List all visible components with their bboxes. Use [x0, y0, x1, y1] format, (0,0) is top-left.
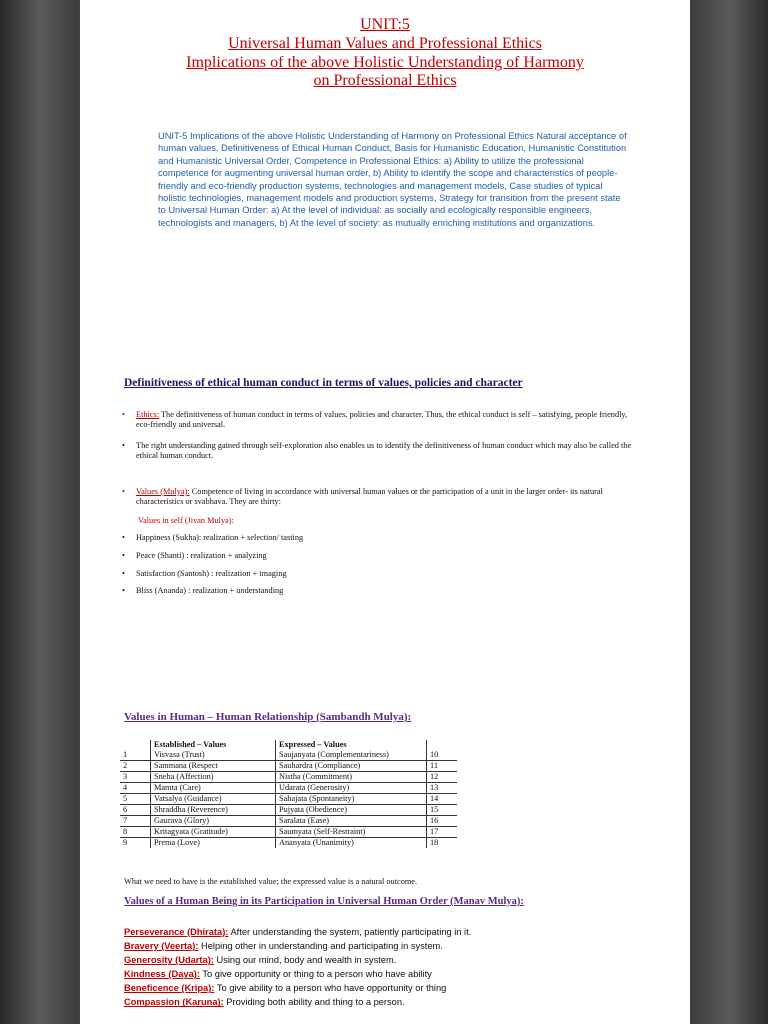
- list-item: Kindness (Daya): To give opportunity or thing to a person who have ability: [124, 969, 432, 980]
- table-row: 5 Vatsalya (Guidance) Sahajata (Spontaneity) 14: [120, 794, 457, 805]
- self-value-item: • Bliss (Ananda) : realization + understanding: [122, 586, 284, 595]
- established-value-note: What we need to have is the established value; the expressed value is a natural outcome.: [124, 877, 418, 886]
- bullet-icon: •: [122, 441, 125, 450]
- unit-heading: UNIT:5: [360, 16, 410, 33]
- values-in-self-heading: Values in self (Jivan Mulya):: [138, 516, 234, 525]
- manav-section-title: Values of a Human Being in its Participation in Universal Human Order (Manav Mulya):: [124, 896, 524, 907]
- table-row: 1 Visvasa (Trust) Saujanyata (Complementariness) 10: [120, 750, 457, 761]
- values-label: Values (Mulya):: [136, 487, 190, 496]
- list-item: Generosity (Udarta): Using our mind, body and wealth in system.: [124, 955, 397, 966]
- bullet-icon: •: [122, 410, 125, 419]
- relationship-values-table: [120, 740, 457, 848]
- self-value-item: • Satisfaction (Santosh) : realization + imaging: [122, 569, 287, 578]
- table-header-row: [120, 740, 457, 750]
- unit-syllabus-paragraph: UNIT-5 Implications of the above Holistic Understanding of Harmony on Professional Ethics Natural acceptance of human values, Definitiveness of Ethical Human Conduct, Basis for Humanistic Education, Humanistic Constitution and Humanistic Universal Order, Competence in Professional Ethics: a) Ability to utilize the professional competence for augmenting universal human order, b) Ability to identify the scope and characteristics of people-friendly and eco-friendly production systems, technologies and management models, Case studies of typical holistic technologies, management models and production systems, Strategy for transition from the present state to Universal Human Order: a) At the level of individual: as socially and ecologically responsible engineers, technologists and managers, b) At the level of society: as mutually enriching institutions and organizations.: [158, 131, 627, 228]
- table-row: 2 Sammana (Respect Sauhardra (Compliance) 11: [120, 761, 457, 772]
- self-value-item: • Peace (Shanti) : realization + analyzing: [122, 551, 267, 560]
- list-item: Perseverance (Dhirata): After understanding the system, patiently participating in it.: [124, 927, 472, 937]
- bullet-icon: •: [122, 533, 125, 542]
- ethics-text: The definitiveness of human conduct in terms of values, policies and character. Thus, the ethical conduct is self – satisfying, people friendly, eco-friendly and universal.: [136, 410, 628, 430]
- table-row: 4 Mamta (Care) Udarata (Generosity) 13: [120, 783, 457, 794]
- definitiveness-section-title: Definitiveness of ethical human conduct in terms of values, policies and character: [124, 377, 523, 389]
- values-bullet: [122, 487, 642, 508]
- bullet-icon: •: [122, 586, 125, 595]
- list-item: Beneficence (Kripa): To give ability to a person who have opportunity or thing: [124, 983, 447, 994]
- self-value-item: • Happiness (Sukha): realization + selection/ tasting: [122, 533, 304, 542]
- document-page: [80, 0, 690, 1024]
- ethics-label: Ethics:: [136, 410, 160, 419]
- relationship-section-title: Values in Human – Human Relationship (Sambandh Mulya):: [124, 711, 412, 723]
- ethics-bullet: [122, 410, 642, 431]
- col-established-header: Established – Values: [151, 740, 276, 750]
- title-line-3: on Professional Ethics: [313, 72, 457, 89]
- right-understanding-text: The right understanding gained through self-exploration also enables us to identify the definitiveness of human conduct which may also be called the ethical human conduct.: [136, 441, 632, 461]
- bullet-icon: •: [122, 487, 125, 496]
- table-row: 9 Prema (Love) Ananyata (Unanimity) 18: [120, 838, 457, 849]
- table-row: 8 Kritagyata (Gratitude) Saumyata (Self-Restraint) 17: [120, 827, 457, 838]
- bullet-icon: •: [122, 569, 125, 578]
- table-row: 3 Sneha (Affection) Nistha (Commitment) 12: [120, 772, 457, 783]
- title-line-2: Implications of the above Holistic Understanding of Harmony: [186, 54, 584, 71]
- table-row: 7 Gaurava (Glory) Saralata (Ease) 16: [120, 816, 457, 827]
- values-text: Competence of living in accordance with universal human values or the participation of a unit in the larger order- its natural characteristics or svabhava. They are thirty:: [136, 487, 603, 507]
- list-item: Bravery (Veerta): Helping other in understanding and participating in system.: [124, 941, 443, 952]
- title-line-1: Universal Human Values and Professional Ethics: [228, 35, 542, 52]
- manav-values-list: [124, 925, 471, 1010]
- list-item: Compassion (Karuna): Providing both ability and thing to a person.: [124, 997, 405, 1008]
- bullet-icon: •: [122, 551, 125, 560]
- right-understanding-bullet: [122, 441, 642, 462]
- table-row: 6 Shraddha (Reverence) Pujyata (Obedience) 15: [120, 805, 457, 816]
- col-expressed-header: Expressed – Values: [276, 740, 427, 750]
